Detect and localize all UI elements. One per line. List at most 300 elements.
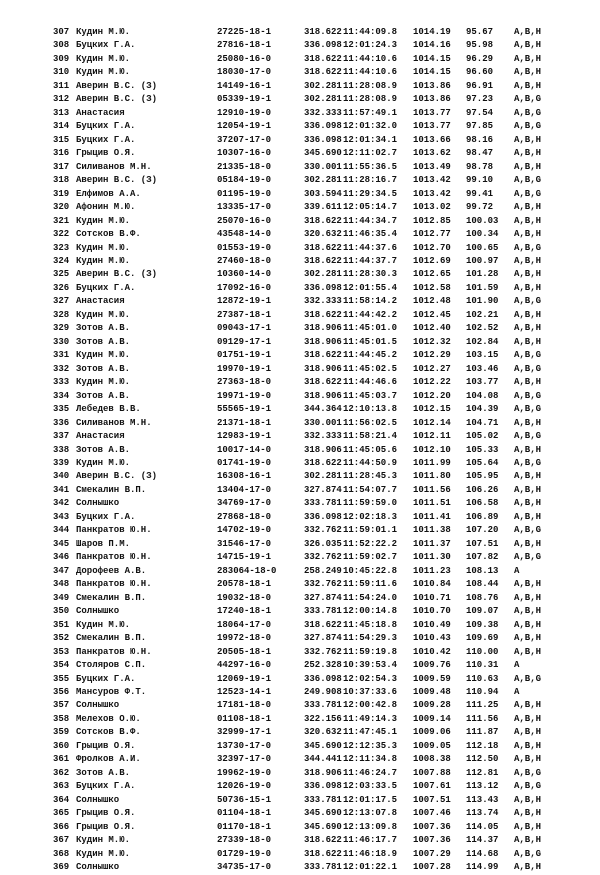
angle-value: 318.906 <box>304 767 342 778</box>
measure-value: 105.33 <box>466 444 499 455</box>
table-row <box>53 363 593 376</box>
observer-name: Кудин М.Ю. <box>76 67 131 78</box>
angle-value: 327.874 <box>304 633 342 644</box>
flags-value: A,B,G <box>514 781 542 792</box>
pressure-value: 1012.27 <box>413 363 451 374</box>
measure-value: 100.34 <box>466 229 499 240</box>
time-value: 11:46:17.7 <box>343 835 398 846</box>
observer-name: Зотов А.В. <box>76 444 131 455</box>
observer-name: Кудин М.Ю. <box>76 27 131 37</box>
pressure-value: 1013.66 <box>413 134 451 145</box>
measure-value: 107.20 <box>466 525 499 536</box>
row-number: 355 <box>53 673 70 684</box>
time-value: 11:45:01.5 <box>343 336 398 347</box>
flags-value: A,B,H <box>514 417 542 428</box>
pressure-value: 1012.15 <box>413 404 451 415</box>
pressure-value: 1012.45 <box>413 309 451 320</box>
observer-name: Мелехов О.Ю. <box>76 713 141 724</box>
table-row <box>53 470 593 483</box>
row-number: 320 <box>53 202 70 213</box>
angle-value: 332.762 <box>304 646 342 657</box>
observer-name: Буцких Г.А. <box>76 673 136 684</box>
time-value: 11:58:14.2 <box>343 296 398 307</box>
pressure-value: 1014.19 <box>413 27 451 37</box>
object-code: 27363-18-0 <box>217 377 272 388</box>
table-row <box>53 282 593 295</box>
time-value: 11:59:11.6 <box>343 579 398 590</box>
row-number: 351 <box>53 619 70 630</box>
time-value: 11:29:34.5 <box>343 188 398 199</box>
table-row <box>53 484 593 497</box>
angle-value: 318.906 <box>304 444 342 455</box>
observer-name: Грыцив О.Я. <box>76 740 136 751</box>
time-value: 12:01:17.5 <box>343 794 398 805</box>
flags-value: A,B,H <box>514 444 542 455</box>
observer-name: Дорофеев А.В. <box>76 565 147 576</box>
table-row <box>53 201 593 214</box>
object-code: 13335-17-0 <box>217 202 272 213</box>
pressure-value: 1012.11 <box>413 431 451 442</box>
table-row <box>53 726 593 739</box>
table-row <box>53 659 593 672</box>
row-number: 349 <box>53 592 70 603</box>
object-code: 37207-17-0 <box>217 134 272 145</box>
measure-value: 95.98 <box>466 40 494 51</box>
pressure-value: 1013.42 <box>413 175 451 186</box>
object-code: 32999-17-1 <box>217 727 272 738</box>
observer-name: Грыцив О.Я. <box>76 821 136 832</box>
measure-value: 114.37 <box>466 835 499 846</box>
table-row <box>53 430 593 443</box>
angle-value: 336.098 <box>304 511 342 522</box>
row-number: 318 <box>53 175 70 186</box>
time-value: 11:28:16.7 <box>343 175 398 186</box>
row-number: 329 <box>53 323 70 334</box>
observer-name: Сотсков В.Ф. <box>76 229 141 240</box>
observer-name: Мансуров Ф.Т. <box>76 686 147 697</box>
table-row <box>53 376 593 389</box>
pressure-value: 1007.88 <box>413 767 451 778</box>
observer-name: Буцких Г.А. <box>76 282 136 293</box>
observer-name: Буцких Г.А. <box>76 40 136 51</box>
object-code: 12910-19-0 <box>217 107 272 118</box>
pressure-value: 1012.85 <box>413 215 451 226</box>
pressure-value: 1007.36 <box>413 821 451 832</box>
time-value: 11:45:03.7 <box>343 390 398 401</box>
object-code: 32397-17-0 <box>217 754 272 765</box>
pressure-value: 1013.49 <box>413 161 451 172</box>
flags-value: A <box>514 660 520 671</box>
angle-value: 333.781 <box>304 606 342 617</box>
measure-value: 114.05 <box>466 821 499 832</box>
time-value: 11:44:37.6 <box>343 242 398 253</box>
angle-value: 345.690 <box>304 148 342 159</box>
table-row <box>53 497 593 510</box>
flags-value: A,B,H <box>514 377 542 388</box>
pressure-value: 1012.69 <box>413 255 451 266</box>
row-number: 337 <box>53 431 70 442</box>
angle-value: 318.622 <box>304 215 342 226</box>
object-code: 12983-19-1 <box>217 431 272 442</box>
pressure-value: 1010.71 <box>413 592 451 603</box>
table-row <box>53 578 593 591</box>
table-row <box>53 457 593 470</box>
object-code: 50736-15-1 <box>217 794 272 805</box>
angle-value: 330.001 <box>304 417 342 428</box>
measure-value: 113.12 <box>466 781 499 792</box>
flags-value: A,B,H <box>514 202 542 213</box>
angle-value: 322.156 <box>304 713 342 724</box>
observer-name: Лебедев В.В. <box>76 404 141 415</box>
pressure-value: 1010.49 <box>413 619 451 630</box>
pressure-value: 1012.58 <box>413 282 451 293</box>
pressure-value: 1012.40 <box>413 323 451 334</box>
object-code: 01729-19-0 <box>217 848 272 859</box>
time-value: 11:59:01.1 <box>343 525 398 536</box>
time-value: 11:52:22.2 <box>343 538 398 549</box>
flags-value: A,B,H <box>514 619 542 630</box>
flags-value: A,B,H <box>514 808 542 819</box>
observer-name: Кудин М.Ю. <box>76 458 131 468</box>
angle-value: 318.906 <box>304 390 342 401</box>
angle-value: 318.622 <box>304 255 342 266</box>
table-row <box>53 605 593 618</box>
table-row <box>53 538 593 551</box>
object-code: 17092-16-0 <box>217 282 272 293</box>
object-code: 19962-19-0 <box>217 767 272 778</box>
pressure-value: 1013.86 <box>413 80 451 91</box>
row-number: 316 <box>53 148 70 159</box>
time-value: 11:45:01.0 <box>343 323 398 334</box>
pressure-value: 1011.23 <box>413 565 451 576</box>
angle-value: 345.690 <box>304 740 342 751</box>
row-number: 319 <box>53 188 70 199</box>
angle-value: 336.098 <box>304 134 342 145</box>
table-row <box>53 417 593 430</box>
flags-value: A,B,H <box>514 484 542 495</box>
object-code: 27816-18-1 <box>217 40 272 51</box>
object-code: 21335-18-0 <box>217 161 272 172</box>
measure-value: 101.28 <box>466 269 499 280</box>
time-value: 11:59:02.7 <box>343 552 398 563</box>
angle-value: 345.690 <box>304 808 342 819</box>
time-value: 11:45:05.6 <box>343 444 398 455</box>
row-number: 315 <box>53 134 70 145</box>
time-value: 11:44:50.9 <box>343 458 398 468</box>
pressure-value: 1011.99 <box>413 458 451 468</box>
angle-value: 332.333 <box>304 296 342 307</box>
observer-name: Кудин М.Ю. <box>76 242 131 253</box>
flags-value: A,B,G <box>514 390 542 401</box>
measure-value: 109.69 <box>466 633 499 644</box>
time-value: 12:11:34.8 <box>343 754 398 765</box>
row-number: 333 <box>53 377 70 388</box>
time-value: 11:44:09.8 <box>343 27 398 37</box>
time-value: 10:45:22.8 <box>343 565 398 576</box>
measure-value: 110.31 <box>466 660 499 671</box>
time-value: 11:59:19.8 <box>343 646 398 657</box>
flags-value: A <box>514 565 520 576</box>
table-row <box>53 188 593 201</box>
angle-value: 318.622 <box>304 848 342 859</box>
object-code: 01553-19-0 <box>217 242 272 253</box>
row-number: 350 <box>53 606 70 617</box>
time-value: 11:46:35.4 <box>343 229 398 240</box>
time-value: 12:00:14.8 <box>343 606 398 617</box>
observer-name: Панкратов Ю.Н. <box>76 525 152 536</box>
observer-name: Кудин М.Ю. <box>76 350 131 361</box>
row-number: 311 <box>53 80 70 91</box>
measure-value: 108.44 <box>466 579 499 590</box>
pressure-value: 1008.38 <box>413 754 451 765</box>
row-number: 364 <box>53 794 70 805</box>
measure-value: 95.67 <box>466 27 494 37</box>
time-value: 12:02:54.3 <box>343 673 398 684</box>
angle-value: 336.098 <box>304 121 342 132</box>
flags-value: A,B,H <box>514 53 542 64</box>
observer-name: Анастасия <box>76 296 125 307</box>
row-number: 365 <box>53 808 70 819</box>
table-row <box>53 848 593 861</box>
object-code: 10017-14-0 <box>217 444 272 455</box>
measure-value: 112.50 <box>466 754 499 765</box>
table-row <box>53 686 593 699</box>
time-value: 12:13:07.8 <box>343 808 398 819</box>
table-row <box>53 53 593 66</box>
flags-value: A,B,G <box>514 673 542 684</box>
observer-name: Буцких Г.А. <box>76 781 136 792</box>
row-number: 307 <box>53 27 70 37</box>
time-value: 11:44:45.2 <box>343 350 398 361</box>
pressure-value: 1011.37 <box>413 538 451 549</box>
row-number: 345 <box>53 538 70 549</box>
time-value: 10:37:33.6 <box>343 686 398 697</box>
measure-value: 96.29 <box>466 53 494 64</box>
measure-value: 114.99 <box>466 862 499 873</box>
observer-name: Грыцив О.Я. <box>76 808 136 819</box>
table-row <box>53 713 593 726</box>
flags-value: A,B,H <box>514 336 542 347</box>
observer-name: Зотов А.В. <box>76 323 131 334</box>
observer-name: Кудин М.Ю. <box>76 255 131 266</box>
table-row <box>53 511 593 524</box>
table-row <box>53 295 593 308</box>
table-row <box>53 592 593 605</box>
measure-value: 99.10 <box>466 175 494 186</box>
row-number: 360 <box>53 740 70 751</box>
table-row <box>53 807 593 820</box>
row-number: 368 <box>53 848 70 859</box>
observer-name: Кудин М.Ю. <box>76 309 131 320</box>
angle-value: 344.441 <box>304 754 342 765</box>
object-code: 19970-19-1 <box>217 363 272 374</box>
row-number: 325 <box>53 269 70 280</box>
observer-name: Шаров П.М. <box>76 538 131 549</box>
time-value: 11:57:49.1 <box>343 107 398 118</box>
row-number: 327 <box>53 296 70 307</box>
observer-name: Столяров С.П. <box>76 660 147 671</box>
angle-value: 303.594 <box>304 188 342 199</box>
observer-name: Кудин М.Ю. <box>76 53 131 64</box>
row-number: 314 <box>53 121 70 132</box>
measure-value: 108.76 <box>466 592 499 603</box>
angle-value: 339.611 <box>304 202 342 213</box>
pressure-value: 1007.46 <box>413 808 451 819</box>
row-number: 317 <box>53 161 70 172</box>
table-row <box>53 861 593 874</box>
pressure-value: 1007.29 <box>413 848 451 859</box>
measure-value: 97.85 <box>466 121 494 132</box>
table-row <box>53 174 593 187</box>
flags-value: A,B,H <box>514 511 542 522</box>
table-row <box>53 740 593 753</box>
angle-value: 318.622 <box>304 309 342 320</box>
observer-name: Панкратов Ю.Н. <box>76 552 152 563</box>
object-code: 19032-18-0 <box>217 592 272 603</box>
table-row <box>53 26 593 39</box>
measure-value: 107.82 <box>466 552 499 563</box>
object-code: 18064-17-0 <box>217 619 272 630</box>
object-code: 17181-18-0 <box>217 700 272 711</box>
row-number: 336 <box>53 417 70 428</box>
observer-name: Смекалин В.П. <box>76 484 147 495</box>
object-code: 12872-19-1 <box>217 296 272 307</box>
pressure-value: 1014.16 <box>413 40 451 51</box>
table-row <box>53 147 593 160</box>
angle-value: 336.098 <box>304 673 342 684</box>
row-number: 367 <box>53 835 70 846</box>
row-number: 347 <box>53 565 70 576</box>
time-value: 11:28:30.3 <box>343 269 398 280</box>
measure-value: 110.00 <box>466 646 499 657</box>
pressure-value: 1009.06 <box>413 727 451 738</box>
row-number: 339 <box>53 458 70 468</box>
measure-value: 111.25 <box>466 700 499 711</box>
table-row <box>53 268 593 281</box>
measure-value: 103.46 <box>466 363 499 374</box>
flags-value: A,B,H <box>514 740 542 751</box>
flags-value: A,B,H <box>514 579 542 590</box>
flags-value: A,B,H <box>514 215 542 226</box>
time-value: 11:44:42.2 <box>343 309 398 320</box>
row-number: 309 <box>53 53 70 64</box>
observer-name: Панкратов Ю.Н. <box>76 646 152 657</box>
measure-value: 106.26 <box>466 484 499 495</box>
flags-value: A,B,H <box>514 646 542 657</box>
pressure-value: 1012.22 <box>413 377 451 388</box>
row-number: 308 <box>53 40 70 51</box>
measure-value: 99.41 <box>466 188 494 199</box>
row-number: 324 <box>53 255 70 266</box>
measure-value: 105.95 <box>466 471 499 482</box>
flags-value: A,B,H <box>514 538 542 549</box>
table-row <box>53 390 593 403</box>
object-code: 31546-17-0 <box>217 538 272 549</box>
object-code: 05184-19-0 <box>217 175 272 186</box>
object-code: 13730-17-0 <box>217 740 272 751</box>
flags-value: A,B,H <box>514 471 542 482</box>
observer-name: Буцких Г.А. <box>76 134 136 145</box>
row-number: 361 <box>53 754 70 765</box>
flags-value: A,B,G <box>514 188 542 199</box>
measure-value: 102.52 <box>466 323 499 334</box>
row-number: 362 <box>53 767 70 778</box>
object-code: 12523-14-1 <box>217 686 272 697</box>
row-number: 338 <box>53 444 70 455</box>
row-number: 313 <box>53 107 70 118</box>
angle-value: 302.281 <box>304 269 342 280</box>
object-code: 20578-18-1 <box>217 579 272 590</box>
time-value: 12:01:24.3 <box>343 40 398 51</box>
table-row <box>53 242 593 255</box>
object-code: 43548-14-0 <box>217 229 272 240</box>
observer-name: Аверин В.С. (З) <box>76 269 158 280</box>
table-row <box>53 794 593 807</box>
row-number: 356 <box>53 686 70 697</box>
pressure-value: 1013.02 <box>413 202 451 213</box>
object-code: 27339-18-0 <box>217 835 272 846</box>
object-code: 19971-19-0 <box>217 390 272 401</box>
time-value: 11:54:24.0 <box>343 592 398 603</box>
flags-value: A,B,G <box>514 296 542 307</box>
time-value: 10:39:53.4 <box>343 660 398 671</box>
observer-name: Кудин М.Ю. <box>76 619 131 630</box>
pressure-value: 1011.80 <box>413 471 451 482</box>
flags-value: A,B,G <box>514 848 542 859</box>
object-code: 34769-17-0 <box>217 498 272 509</box>
measure-value: 104.39 <box>466 404 499 415</box>
time-value: 12:01:55.4 <box>343 282 398 293</box>
measure-value: 114.68 <box>466 848 499 859</box>
pressure-value: 1013.86 <box>413 94 451 105</box>
measure-value: 100.97 <box>466 255 499 266</box>
observer-name: Солнышко <box>76 498 120 509</box>
measure-value: 98.16 <box>466 134 494 145</box>
flags-value: A,B,H <box>514 255 542 266</box>
measure-value: 98.47 <box>466 148 494 159</box>
table-row <box>53 255 593 268</box>
pressure-value: 1007.36 <box>413 835 451 846</box>
flags-value: A,B,H <box>514 269 542 280</box>
time-value: 12:11:02.7 <box>343 148 398 159</box>
observer-name: Солнышко <box>76 794 120 805</box>
pressure-value: 1013.77 <box>413 121 451 132</box>
row-number: 343 <box>53 511 70 522</box>
object-code: 16308-16-1 <box>217 471 272 482</box>
flags-value: A,B,G <box>514 404 542 415</box>
object-code: 12054-19-1 <box>217 121 272 132</box>
observer-name: Солнышко <box>76 606 120 617</box>
angle-value: 318.622 <box>304 242 342 253</box>
flags-value: A,B,G <box>514 458 542 468</box>
angle-value: 344.364 <box>304 404 342 415</box>
flags-value: A,B,H <box>514 40 542 51</box>
row-number: 310 <box>53 67 70 78</box>
angle-value: 302.281 <box>304 80 342 91</box>
pressure-value: 1007.28 <box>413 862 451 873</box>
pressure-value: 1012.65 <box>413 269 451 280</box>
angle-value: 336.098 <box>304 282 342 293</box>
observer-name: Афонин М.Ю. <box>76 202 136 213</box>
time-value: 11:44:10.6 <box>343 67 398 78</box>
measure-value: 113.43 <box>466 794 499 805</box>
object-code: 18030-17-0 <box>217 67 272 78</box>
flags-value: A,B,H <box>514 592 542 603</box>
pressure-value: 1014.15 <box>413 53 451 64</box>
angle-value: 318.906 <box>304 336 342 347</box>
row-number: 366 <box>53 821 70 832</box>
table-row <box>53 39 593 52</box>
